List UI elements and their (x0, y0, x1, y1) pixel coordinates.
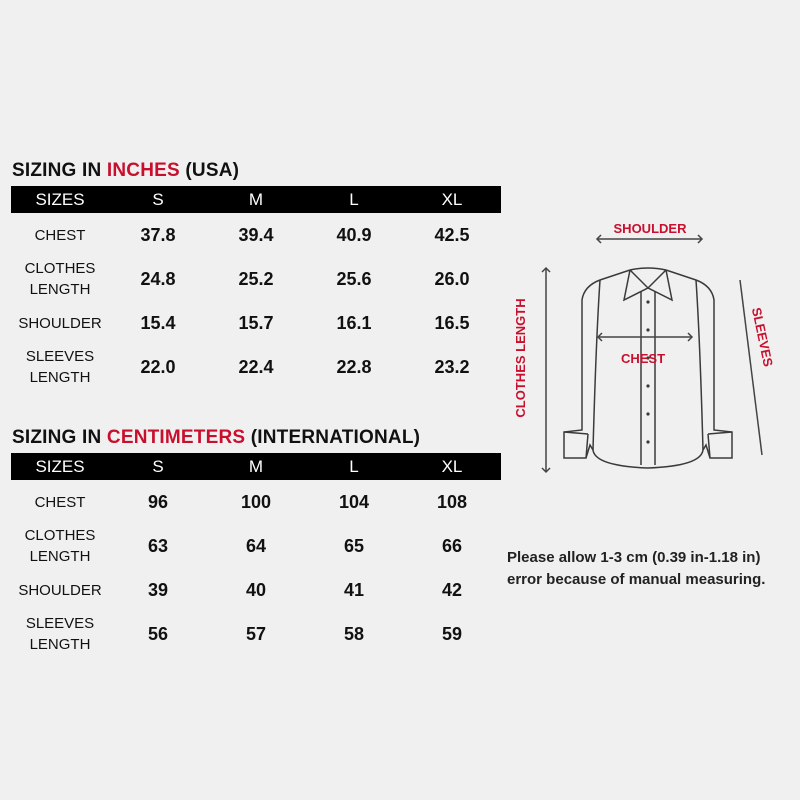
measurement-value: 63 (147, 535, 169, 556)
measurement-value: 56 (147, 623, 169, 644)
measurement-label-line: LENGTH (29, 281, 91, 298)
measurement-label-line: LENGTH (29, 548, 91, 565)
measurement-label-line: CHEST (34, 226, 86, 244)
measurement-value: 104 (338, 491, 370, 512)
size-header-cell: S (109, 186, 207, 213)
measurement-label (11, 301, 109, 345)
measurement-value: 42.5 (434, 224, 470, 245)
table-row (11, 612, 501, 656)
table-row (11, 257, 501, 301)
size-header-cell: M (207, 186, 305, 213)
size-header-cell: M (207, 453, 305, 480)
measurement-label (11, 612, 109, 656)
measurement-note: Please allow 1-3 cm (0.39 in-1.18 in) error because of manual measuring. (507, 549, 766, 588)
chest-label: CHEST (620, 351, 666, 366)
measurement-value: 40 (245, 579, 267, 600)
shirt-measurement-diagram (500, 210, 790, 490)
measurement-label (11, 480, 109, 524)
measurement-value: 65 (343, 535, 365, 556)
centimeters-section-title: SIZING IN CENTIMETERS (INTERNATIONAL) (12, 427, 421, 448)
shoulder-label: SHOULDER (613, 221, 687, 236)
measurement-label-line: SLEEVES (25, 615, 95, 632)
measurement-value: 25.6 (336, 268, 372, 289)
centimeters-size-table (11, 453, 501, 656)
table-row (11, 345, 501, 389)
measurement-label-line: SHOULDER (18, 314, 102, 332)
table-row (11, 301, 501, 345)
measurement-value: 100 (240, 491, 272, 512)
table-row (11, 524, 501, 568)
clothes-length-label: CLOTHES LENGTH (513, 298, 528, 418)
size-header-cell: L (305, 186, 403, 213)
measurement-label (11, 257, 109, 301)
measurement-value: 23.2 (434, 356, 470, 377)
sizes-header-cell: SIZES (11, 453, 109, 480)
measurement-value: 42 (441, 579, 463, 600)
measurement-value: 24.8 (140, 268, 176, 289)
measurement-value: 40.9 (336, 224, 372, 245)
measurement-value: 57 (245, 623, 267, 644)
measurement-value: 25.2 (238, 268, 274, 289)
measurement-value: 41 (343, 579, 365, 600)
measurement-value: 15.7 (238, 312, 274, 333)
size-header-cell: L (305, 453, 403, 480)
size-header-cell: XL (403, 186, 501, 213)
table-row (11, 568, 501, 612)
measurement-value: 37.8 (140, 224, 176, 245)
measurement-value: 66 (441, 535, 463, 556)
inches-size-table (11, 186, 501, 389)
size-header-cell: S (109, 453, 207, 480)
measurement-label (11, 345, 109, 389)
inches-section-title: SIZING IN INCHES (USA) (12, 160, 240, 181)
measurement-label (11, 213, 109, 257)
shirt-outline (564, 268, 732, 468)
measurement-value: 26.0 (434, 268, 470, 289)
measurement-label-line: SLEEVES (25, 348, 95, 365)
size-header-cell: XL (403, 453, 501, 480)
sizes-header-cell: SIZES (11, 186, 109, 213)
shirt-buttons (646, 300, 649, 443)
measurement-value: 22.4 (238, 356, 274, 377)
measurement-value: 15.4 (140, 312, 176, 333)
measurement-label (11, 568, 109, 612)
measurement-label (11, 524, 109, 568)
measurement-value: 39.4 (238, 224, 274, 245)
measurement-label-line: SHOULDER (18, 581, 102, 599)
measurement-label-line: LENGTH (29, 636, 91, 653)
measurement-value: 96 (147, 491, 169, 512)
measurement-label-line: CLOTHES (24, 260, 96, 277)
measurement-value: 16.5 (434, 312, 470, 333)
measurement-value: 108 (436, 491, 468, 512)
table-row (11, 213, 501, 257)
measurement-value: 59 (441, 623, 463, 644)
measurement-value: 16.1 (336, 312, 372, 333)
measurement-value: 58 (343, 623, 365, 644)
measurement-value: 22.8 (336, 356, 372, 377)
measurement-value: 22.0 (140, 356, 176, 377)
measurement-value: 39 (147, 579, 169, 600)
measurement-value: 64 (245, 535, 267, 556)
table-header-row (11, 453, 501, 480)
table-row (11, 480, 501, 524)
table-header-row (11, 186, 501, 213)
measurement-label-line: LENGTH (29, 369, 91, 386)
measurement-label-line: CLOTHES (24, 527, 96, 544)
sleeves-label: SLEEVES (748, 306, 776, 368)
measurement-label-line: CHEST (34, 493, 86, 511)
